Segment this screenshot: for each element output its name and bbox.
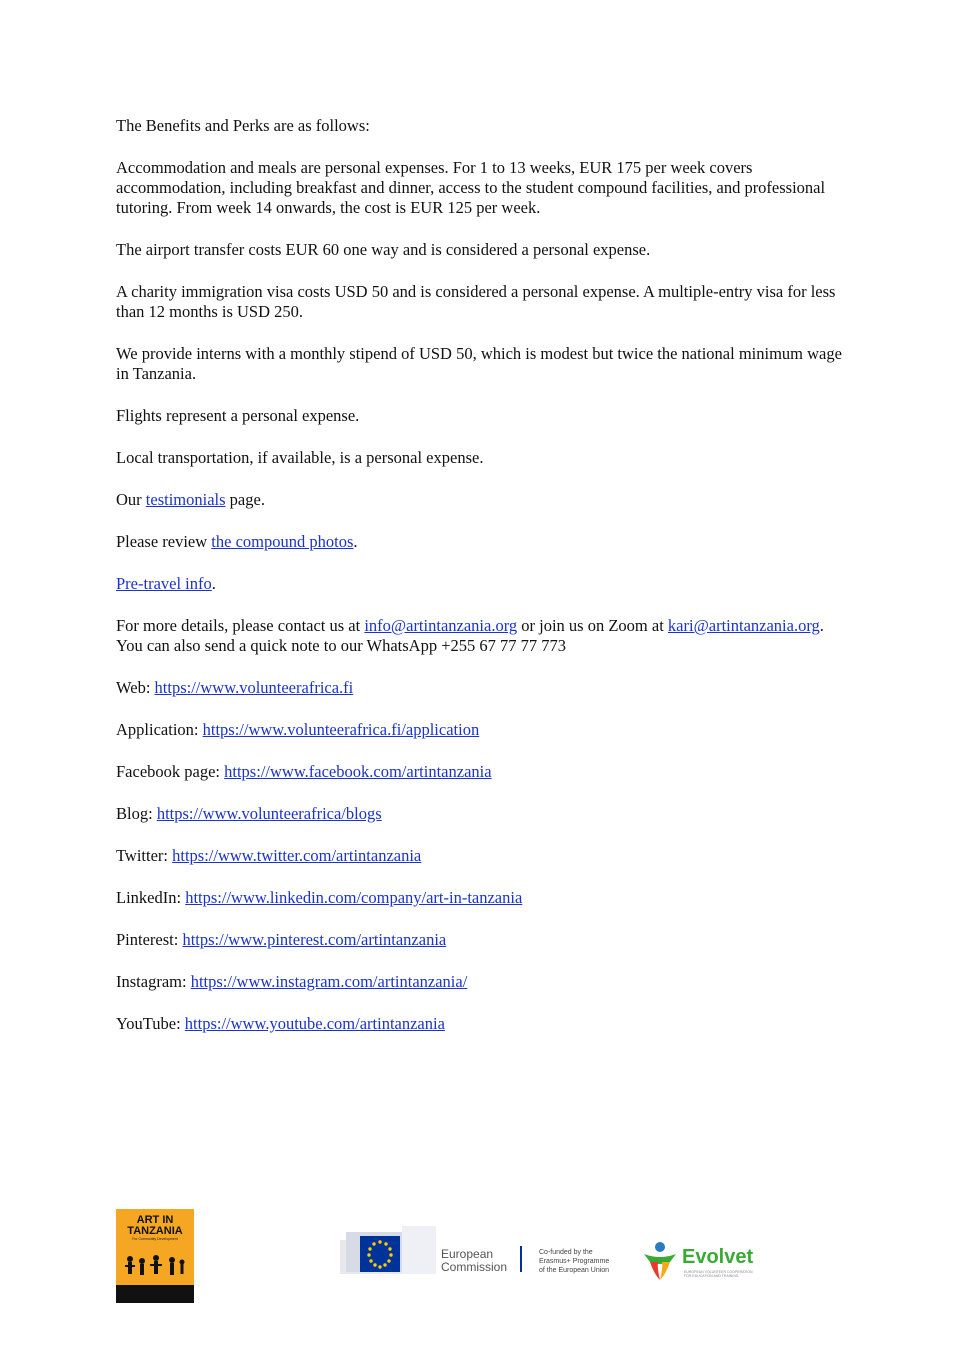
ec-wordmark: European Commission <box>441 1247 508 1274</box>
link-row-url[interactable]: https://www.volunteerafrica.fi <box>154 678 354 697</box>
ait-logo-base <box>116 1285 194 1303</box>
local-transport-paragraph: Local transportation, if available, is a personal expense. <box>116 448 484 467</box>
contact-prefix: For more details, please contact us at <box>116 616 365 635</box>
contact-middle: or join us on Zoom at <box>517 616 668 635</box>
link-row <box>116 888 846 908</box>
contact-paragraph <box>116 616 846 656</box>
link-row-url[interactable]: https://www.volunteerafrica.fi/application <box>202 720 480 739</box>
testimonials-suffix: page. <box>225 490 265 509</box>
link-row <box>116 720 846 740</box>
link-row-label: Facebook page: <box>116 762 225 781</box>
evolvet-tagline: EUROPEAN VOLUNTEER COOPERATION FOR EDUCATION AND TRAINING <box>684 1270 753 1278</box>
pretravel-paragraph <box>116 574 846 594</box>
pretravel-suffix: . <box>211 574 216 593</box>
link-row <box>116 762 846 782</box>
footer-logos <box>0 1200 960 1310</box>
evolvet-logo <box>640 1230 760 1280</box>
link-row-url[interactable]: https://www.volunteerafrica/blogs <box>156 804 382 823</box>
link-row-label: Blog: <box>116 804 157 823</box>
link-row <box>116 678 846 698</box>
european-commission-logo <box>340 1226 625 1282</box>
ait-logo-tagline: For Community Development <box>132 1237 178 1241</box>
link-row-label: Twitter: <box>116 846 173 865</box>
evolvet-emblem-icon <box>640 1238 684 1282</box>
link-row-url[interactable]: https://www.twitter.com/artintanzania <box>172 846 422 865</box>
link-row <box>116 846 846 866</box>
social-links-list <box>116 678 846 1034</box>
link-row <box>116 1014 846 1034</box>
airport-paragraph: The airport transfer costs EUR 60 one way and is considered a personal expense. <box>116 240 651 259</box>
compound-prefix: Please review <box>116 532 212 551</box>
flights-paragraph: Flights represent a personal expense. <box>116 406 360 425</box>
info-email-link[interactable]: info@artintanzania.org <box>364 616 518 635</box>
compound-paragraph <box>116 532 846 552</box>
link-row-label: Instagram: <box>116 972 191 991</box>
pretravel-link[interactable]: Pre-travel info <box>116 574 212 593</box>
document-body <box>116 116 846 1056</box>
link-row-url[interactable]: https://www.instagram.com/artintanzania/ <box>190 972 468 991</box>
kari-email-link[interactable]: kari@artintanzania.org <box>667 616 820 635</box>
link-row-label: Pinterest: <box>116 930 183 949</box>
link-row-url[interactable]: https://www.pinterest.com/artintanzania <box>182 930 447 949</box>
testimonials-link[interactable]: testimonials <box>145 490 226 509</box>
link-row <box>116 972 846 992</box>
link-row <box>116 804 846 824</box>
link-row-label: Web: <box>116 678 155 697</box>
stipend-paragraph: We provide interns with a monthly stipend of USD 50, which is modest but twice the national minimum wage in Tanzania. <box>116 344 842 383</box>
visa-paragraph: A charity immigration visa costs USD 50 and is considered a personal expense. A multiple-entry visa for less than 12 months is USD 250. <box>116 282 836 321</box>
cofunded-text: Co-funded by the Erasmus+ Programme of the European Union <box>539 1249 610 1274</box>
link-row-label: YouTube: <box>116 1014 185 1033</box>
link-row-label: Application: <box>116 720 203 739</box>
contact-suffix: . You can also send a quick note to our WhatsApp +255 67 77 77 773 <box>116 616 824 655</box>
evolvet-wordmark: Evolvet <box>682 1246 754 1268</box>
art-in-tanzania-logo <box>116 1209 194 1303</box>
link-row-label: LinkedIn: <box>116 888 186 907</box>
link-row-url[interactable]: https://www.linkedin.com/company/art-in-tanzania <box>185 888 523 907</box>
compound-photos-link[interactable]: the compound photos <box>211 532 354 551</box>
accommodation-paragraph: Accommodation and meals are personal expenses. For 1 to 13 weeks, EUR 175 per week covers accommodation, including breakfast and dinner, access to the student compound facilities, and professional tutoring. From week 14 onwards, the cost is EUR 125 per week. <box>116 158 826 217</box>
link-row-url[interactable]: https://www.youtube.com/artintanzania <box>184 1014 445 1033</box>
link-row-url[interactable]: https://www.facebook.com/artintanzania <box>224 762 492 781</box>
testimonials-prefix: Our <box>116 490 146 509</box>
ait-logo-title: ART IN TANZANIA <box>127 1214 183 1237</box>
testimonials-paragraph <box>116 490 846 510</box>
compound-suffix: . <box>353 532 358 551</box>
link-row <box>116 930 846 950</box>
intro-paragraph: The Benefits and Perks are as follows: <box>116 116 370 135</box>
